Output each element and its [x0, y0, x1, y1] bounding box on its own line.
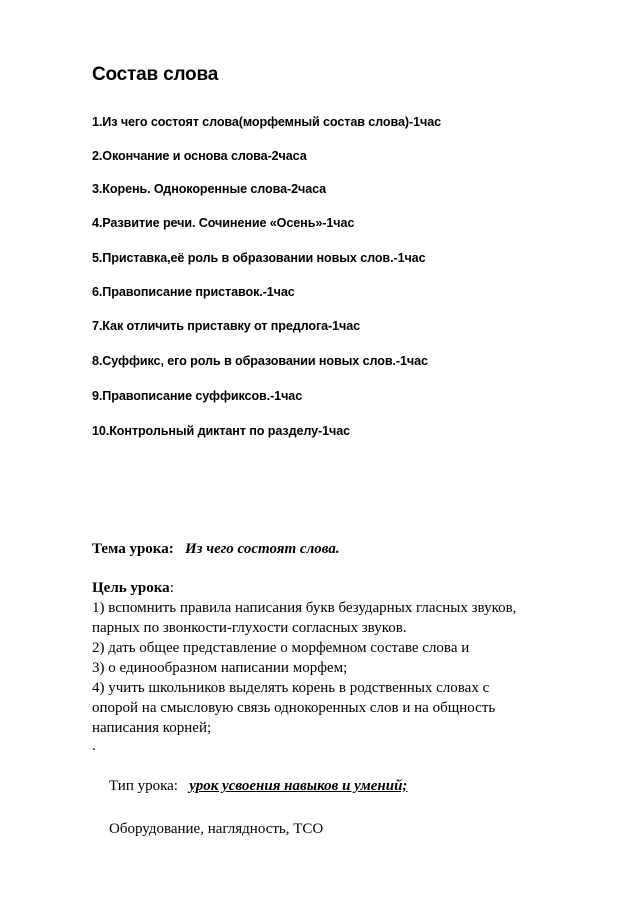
lesson-item: 8.Суффикс, его роль в образовании новых слов.-1час [92, 354, 428, 368]
lesson-topic-label: Тема урока: [92, 541, 174, 557]
lesson-item: 4.Развитие речи. Сочинение «Осень»-1час [92, 216, 355, 230]
lesson-item: 9.Правописание суффиксов.-1час [92, 389, 303, 403]
lesson-type [109, 778, 407, 795]
goal-line: 4) учить школьников выделять корень в родственных словах с [92, 680, 490, 696]
lesson-item: 7.Как отличить приставку от предлога-1час [92, 319, 361, 333]
lesson-goal-heading [92, 580, 174, 597]
goal-line: написания корней; [92, 720, 212, 736]
lesson-item: 6.Правописание приставок.-1час [92, 285, 295, 299]
goal-line: опорой на смысловую связь однокоренных слов и на общность [92, 700, 496, 716]
equipment-line: Оборудование, наглядность, ТСО [109, 821, 324, 837]
goal-line: . [92, 738, 96, 754]
lesson-topic [92, 541, 340, 558]
lesson-item: 5.Приставка,её роль в образовании новых слов.-1час [92, 251, 426, 265]
goal-line: парных по звонкости-глухости согласных звуков. [92, 620, 407, 636]
lesson-item: 1.Из чего состоят слова(морфемный состав слова)-1час [92, 115, 441, 129]
lesson-item: 10.Контрольный диктант по разделу-1час [92, 424, 351, 438]
lesson-type-value: урок усвоения навыков и умений; [189, 778, 408, 794]
lesson-goal-colon: : [169, 580, 174, 596]
lesson-item: 2.Окончание и основа слова-2часа [92, 149, 307, 163]
lesson-goal-label: Цель урока [92, 580, 170, 596]
goal-line: 3) о единообразном написании морфем; [92, 660, 348, 676]
goal-line: 2) дать общее представление о морфемном составе слова и [92, 640, 470, 656]
lesson-type-label: Тип урока: [109, 778, 178, 794]
lesson-item: 3.Корень. Однокоренные слова-2часа [92, 182, 327, 196]
page-title: Состав слова [92, 64, 219, 85]
goal-line: 1) вспомнить правила написания букв безударных гласных звуков, [92, 600, 517, 616]
lesson-topic-value: Из чего состоят слова. [184, 541, 340, 557]
